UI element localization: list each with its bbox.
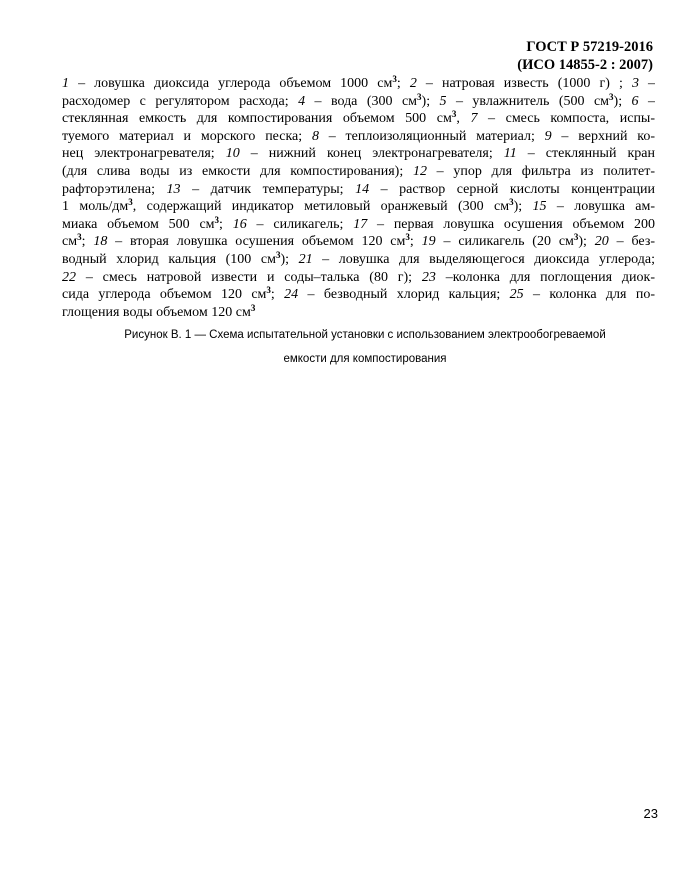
legend-line [62,304,655,322]
legend-text: – упор для фильтра из политет- [426,163,655,179]
legend-text: ; [219,216,233,232]
legend-item-number: 6 [631,93,639,109]
legend-item-number: 2 [409,76,417,91]
legend-text: , содержащий индикатор метиловый оранжевый (300 см [132,199,510,215]
legend-text: расходомер с регулятором расхода; [62,93,299,109]
legend-item-number: 16 [232,216,247,232]
legend-text: миака объемом 500 см [62,216,215,232]
superscript: 3 [214,215,220,225]
legend-text: , [456,111,471,127]
legend-line [62,128,655,146]
legend-text: – силикагель (20 см [435,234,574,250]
legend-text: водный хлорид кальция (100 см [62,251,276,267]
superscript: 3 [77,233,82,243]
legend-item-number: 12 [412,163,427,179]
legend-text: ); [280,251,299,267]
legend-text: – [638,76,655,91]
caption-line-1: Рисунок В. 1 — Схема испытательной установки с использованием электрообогреваемой [124,329,606,341]
legend-text: –колонка для поглощения диок- [435,269,655,285]
legend-text: – ловушка ам- [546,199,655,215]
legend-item-number: 8 [311,128,319,144]
legend-item-number: 25 [509,287,524,303]
legend-line [62,286,655,304]
legend-text: – теплоизоляционный материал; [318,128,545,144]
legend-item-number: 7 [470,111,478,127]
legend-text: – датчик температуры; [180,181,356,197]
legend-text: – смесь натровой извести и соды–талька (80 г); [76,269,422,285]
legend-text: ); [613,93,632,109]
legend-text: стеклянная емкость для компостирования объемом 500 см [62,111,452,127]
iso-reference: (ИСО 14855-2 : 2007) [517,57,653,73]
legend-text: см [62,234,78,250]
figure-legend [62,75,655,321]
legend-line [62,145,655,163]
legend-text: – верхний ко- [551,128,655,144]
legend-line [62,93,655,111]
legend-text: – ловушка для выделяющегося диоксида углерода; [312,251,655,267]
legend-text: – нижний конец электронагревателя; [239,146,504,162]
legend-text: рафторэтилена; [62,181,167,197]
legend-item-number: 21 [298,251,313,267]
legend-text: – колонка для по- [523,287,655,303]
legend-text: сида углерода объемом 120 см [62,287,267,303]
legend-item-number: 20 [594,234,609,250]
superscript: 3 [573,233,579,243]
legend-text: – стеклянный кран [516,146,655,162]
legend-item-number: 1 [62,76,69,91]
document-header [517,38,653,74]
legend-text: ); [421,93,440,109]
legend-item-number: 4 [298,93,306,109]
superscript: 3 [609,92,614,102]
superscript: 3 [451,110,457,120]
superscript: 3 [275,250,281,260]
superscript: 3 [417,92,422,102]
legend-text: – смесь компоста, испы- [477,111,655,127]
legend-text: нец электронагревателя; [62,146,226,162]
legend-item-number: 11 [503,146,517,162]
legend-item-number: 14 [355,181,370,197]
legend-text: – увлажнитель (500 см [446,93,610,109]
legend-line [62,251,655,269]
legend-line [62,163,655,181]
legend-text: туемого материал и морского песка; [62,128,312,144]
legend-line [62,216,655,234]
superscript: 3 [250,303,256,313]
legend-item-number: 13 [166,181,181,197]
figure-caption [90,323,640,371]
legend-item-number: 3 [631,76,639,91]
legend-text: (для слива воды из емкости для компостирования); [62,163,413,179]
superscript: 3 [128,198,133,208]
legend-item-number: 18 [93,234,108,250]
legend-text: – [638,93,655,109]
legend-line [62,198,655,216]
legend-item-number: 15 [532,199,547,215]
legend-text: ; [396,76,410,91]
legend-text: ; [81,234,94,250]
page-number: 23 [643,806,658,821]
legend-line [62,75,655,93]
legend-text: – без- [608,234,655,250]
legend-text: – натровая известь (1000 г) ; [416,76,632,91]
legend-item-number: 5 [439,93,447,109]
standard-number: ГОСТ Р 57219-2016 [526,39,653,55]
legend-text: ; [270,287,285,303]
legend-text: ); [578,234,595,250]
legend-line [62,269,655,287]
legend-item-number: 10 [225,146,240,162]
superscript: 3 [266,286,271,296]
superscript: 3 [405,233,410,243]
legend-text: глощения воды объемом 120 см [62,304,251,320]
legend-text: 1 моль/дм [62,199,129,215]
legend-text: – первая ловушка осушения объемом 200 [367,216,655,232]
legend-text: – раствор серной кислоты концентрации [369,181,655,197]
legend-text: – ловушка диоксида углерода объемом 1000 см [69,76,393,91]
legend-item-number: 17 [353,216,368,232]
legend-line [62,181,655,199]
superscript: 3 [509,198,514,208]
superscript: 3 [392,75,397,84]
legend-text: – вода (300 см [305,93,418,109]
legend-text: – безводный хлорид кальция; [298,287,510,303]
legend-text: ; [409,234,422,250]
legend-item-number: 19 [421,234,436,250]
legend-line [62,110,655,128]
legend-item-number: 22 [62,269,76,285]
legend-item-number: 24 [284,287,299,303]
legend-text: – силикагель; [246,216,354,232]
legend-item-number: 9 [544,128,552,144]
legend-text: – вторая ловушка осушения объемом 120 см [107,234,406,250]
legend-item-number: 23 [421,269,436,285]
caption-line-2: емкости для компостирования [283,353,447,365]
legend-text: ); [513,199,533,215]
legend-line [62,233,655,251]
